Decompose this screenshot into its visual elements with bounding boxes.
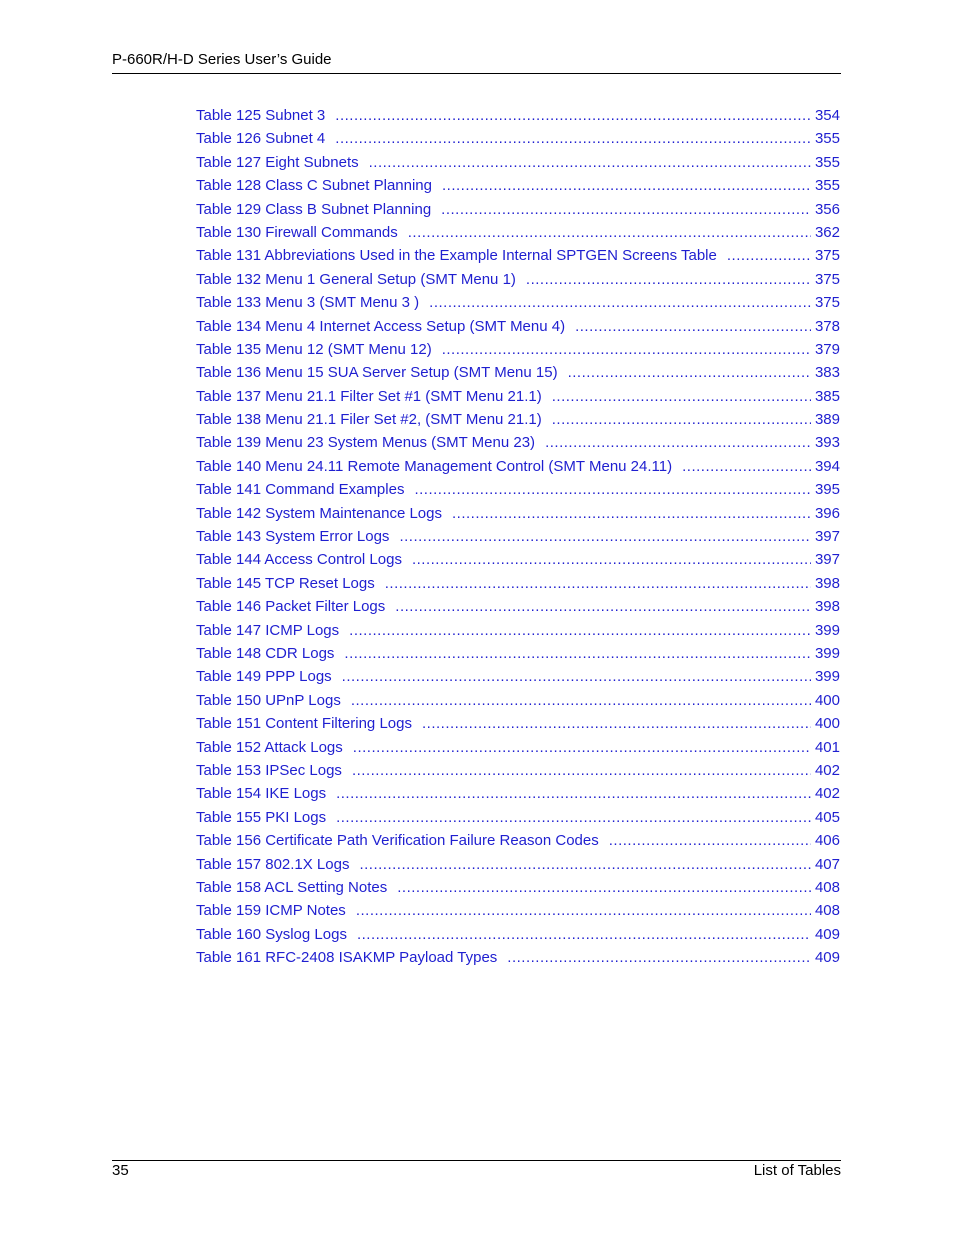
toc-entry-page-number: 378 [814,317,840,335]
dot-leader [349,621,811,641]
toc-entry-page-number: 399 [814,621,840,639]
toc-entry-label: Table 139 Menu 23 System Menus (SMT Menu 23) [196,434,536,452]
dot-leader [526,270,811,290]
toc-entry-label: Table 129 Class B Subnet Planning [196,200,432,218]
toc-entry-page-number: 393 [814,434,840,452]
toc-entry-page-number: 400 [814,691,840,709]
dot-leader [568,363,811,383]
toc-entry-label: Table 154 IKE Logs [196,785,327,803]
toc-entry-label: Table 152 Attack Logs [196,738,343,756]
dot-leader [397,878,811,898]
toc-entry-link[interactable] [196,808,840,831]
toc-entry-page-number: 400 [814,715,840,733]
toc-entry-link[interactable] [196,200,840,223]
dot-leader [342,667,811,687]
toc-entry-link[interactable] [196,246,840,269]
toc-entry-label: Table 133 Menu 3 (SMT Menu 3 ) [196,294,420,312]
toc-entry-link[interactable] [196,574,840,597]
toc-entry-link[interactable] [196,340,840,363]
toc-entry-label: Table 161 RFC-2408 ISAKMP Payload Types [196,949,498,967]
toc-entry-link[interactable] [196,878,840,901]
dot-leader [385,574,811,594]
toc-entry-page-number: 405 [814,808,840,826]
toc-entry-link[interactable] [196,223,840,246]
toc-entry-page-number: 408 [814,878,840,896]
toc-entry-link[interactable] [196,738,840,761]
dot-leader [356,901,811,921]
dot-leader [353,738,811,758]
toc-entry-link[interactable] [196,410,840,433]
dot-leader [545,433,811,453]
footer-page-number: 35 [112,1162,129,1179]
toc-entry-page-number: 407 [814,855,840,873]
toc-entry-label: Table 136 Menu 15 SUA Server Setup (SMT Menu 15) [196,364,558,382]
toc-entry-link[interactable] [196,667,840,690]
toc-entry-page-number: 396 [814,504,840,522]
toc-entry-page-number: 383 [814,364,840,382]
toc-entry-page-number: 409 [814,949,840,967]
toc-entry-label: Table 137 Menu 21.1 Filter Set #1 (SMT Menu 21.1) [196,387,542,405]
toc-entry-label: Table 160 Syslog Logs [196,925,347,943]
dot-leader [575,317,811,337]
toc-entry-link[interactable] [196,527,840,550]
toc-entry-page-number: 402 [814,761,840,779]
toc-entry-label: Table 158 ACL Setting Notes [196,878,388,896]
toc-entry-page-number: 402 [814,785,840,803]
dot-leader [452,504,811,524]
dot-leader [429,293,811,313]
toc-entry-page-number: 399 [814,644,840,662]
dot-leader [408,223,811,243]
toc-entry-link[interactable] [196,176,840,199]
toc-entry-link[interactable] [196,387,840,410]
toc-entry-label: Table 146 Packet Filter Logs [196,598,386,616]
toc-entry-label: Table 125 Subnet 3 [196,107,326,124]
toc-entry-label: Table 150 UPnP Logs [196,691,341,709]
toc-entry-link[interactable] [196,457,840,480]
toc-entry-link[interactable] [196,831,840,854]
toc-entry-link[interactable] [196,621,840,644]
toc-entry-label: Table 156 Certificate Path Verification Failure Reason Codes [196,832,599,850]
dot-leader [395,597,811,617]
dot-leader [441,200,811,220]
toc-entry-page-number: 397 [814,551,840,569]
toc-entry-page-number: 355 [814,153,840,171]
toc-entry-link[interactable] [196,597,840,620]
dot-leader [442,340,811,360]
dot-leader [399,527,811,547]
dot-leader [336,784,811,804]
toc-entry-label: Table 127 Eight Subnets [196,153,359,171]
toc-entry-page-number: 399 [814,668,840,686]
toc-entry-page-number: 398 [814,574,840,592]
toc-entry-page-number: 356 [814,200,840,218]
toc-entry-label: Table 151 Content Filtering Logs [196,715,412,733]
toc-entry-label: Table 140 Menu 24.11 Remote Management Control (SMT Menu 24.11) [196,457,673,475]
dot-leader [422,714,811,734]
toc-entry-label: Table 157 802.1X Logs [196,855,350,873]
toc-entry-link[interactable] [196,270,840,293]
toc-entry-label: Table 153 IPSec Logs [196,761,342,779]
toc-entry-page-number: 409 [814,925,840,943]
footer-divider [112,1160,841,1161]
dot-leader [414,480,811,500]
toc-entry-link[interactable] [196,106,840,129]
toc-entry-link[interactable] [196,761,840,784]
toc-entry-label: Table 144 Access Control Logs [196,551,402,569]
toc-entry-page-number: 375 [814,294,840,312]
toc-entry-page-number: 362 [814,223,840,241]
toc-entry-label: Table 148 CDR Logs [196,644,335,662]
toc-entry-label: Table 131 Abbreviations Used in the Example Internal SPTGEN Screens Table [196,247,717,265]
dot-leader [507,948,811,968]
toc-entry-page-number: 406 [814,832,840,850]
dot-leader [344,644,811,664]
toc-entry-label: Table 142 System Maintenance Logs [196,504,442,522]
toc-entry-label: Table 130 Firewall Commands [196,223,398,241]
toc-entry-label: Table 128 Class C Subnet Planning [196,177,432,195]
toc-entry-page-number: 355 [814,177,840,195]
toc-entry-link[interactable] [196,644,840,667]
dot-leader [357,925,811,945]
toc-entry-link[interactable] [196,550,840,573]
toc-entry-label: Table 149 PPP Logs [196,668,332,686]
toc-entry-label: Table 134 Menu 4 Internet Access Setup (SMT Menu 4) [196,317,566,335]
toc-entry-label: Table 155 PKI Logs [196,808,327,826]
dot-leader [352,761,811,781]
toc-entry-link[interactable] [196,433,840,456]
toc-entry-page-number: 355 [814,130,840,148]
toc-entry-link[interactable] [196,691,840,714]
toc-entry-page-number: 375 [814,247,840,265]
dot-leader [359,855,811,875]
toc-entry-link[interactable] [196,925,840,948]
toc-entry-label: Table 159 ICMP Notes [196,902,346,920]
toc-entry-link[interactable] [196,504,840,527]
toc-entry-label: Table 132 Menu 1 General Setup (SMT Menu 1) [196,270,516,288]
dot-leader [727,246,811,266]
footer-section-title: List of Tables [753,1162,841,1179]
toc-entry-label: Table 138 Menu 21.1 Filer Set #2, (SMT Menu 21.1) [196,411,542,429]
toc-entry-link[interactable] [196,784,840,807]
dot-leader [552,387,811,407]
toc-entry-page-number: 398 [814,598,840,616]
toc-entry-link[interactable] [196,293,840,316]
dot-leader [351,691,811,711]
toc-entry-page-number: 401 [814,738,840,756]
toc-entry-page-number: 394 [814,457,840,475]
dot-leader [609,831,811,851]
toc-entry-link[interactable] [196,855,840,878]
toc-entry-label: Table 145 TCP Reset Logs [196,574,375,592]
toc-entry-page-number: 375 [814,270,840,288]
list-of-tables [196,106,840,971]
toc-entry-link[interactable] [196,948,840,971]
toc-entry-label: Table 141 Command Examples [196,481,405,499]
toc-entry-page-number: 379 [814,340,840,358]
toc-entry-link[interactable] [196,129,840,152]
header-divider [112,73,841,74]
toc-entry-link[interactable] [196,714,840,737]
dot-leader [412,550,811,570]
dot-leader [552,410,811,430]
dot-leader [335,106,811,126]
dot-leader [682,457,811,477]
toc-entry-label: Table 143 System Error Logs [196,528,390,546]
toc-entry-page-number: 395 [814,481,840,499]
dot-leader [335,129,811,149]
toc-entry-page-number: 354 [814,107,840,124]
toc-entry-label: Table 135 Menu 12 (SMT Menu 12) [196,340,432,358]
toc-entry-link[interactable] [196,317,840,340]
toc-entry-page-number: 385 [814,387,840,405]
toc-entry-link[interactable] [196,363,840,386]
toc-entry-link[interactable] [196,153,840,176]
dot-leader [442,176,811,196]
toc-entry-link[interactable] [196,901,840,924]
toc-entry-link[interactable] [196,480,840,503]
toc-entry-page-number: 389 [814,411,840,429]
dot-leader [369,153,811,173]
toc-entry-page-number: 397 [814,528,840,546]
dot-leader [336,808,811,828]
toc-entry-label: Table 147 ICMP Logs [196,621,340,639]
toc-entry-label: Table 126 Subnet 4 [196,130,326,148]
toc-entry-page-number: 408 [814,902,840,920]
running-header-title: P-660R/H-D Series User’s Guide [112,51,332,68]
